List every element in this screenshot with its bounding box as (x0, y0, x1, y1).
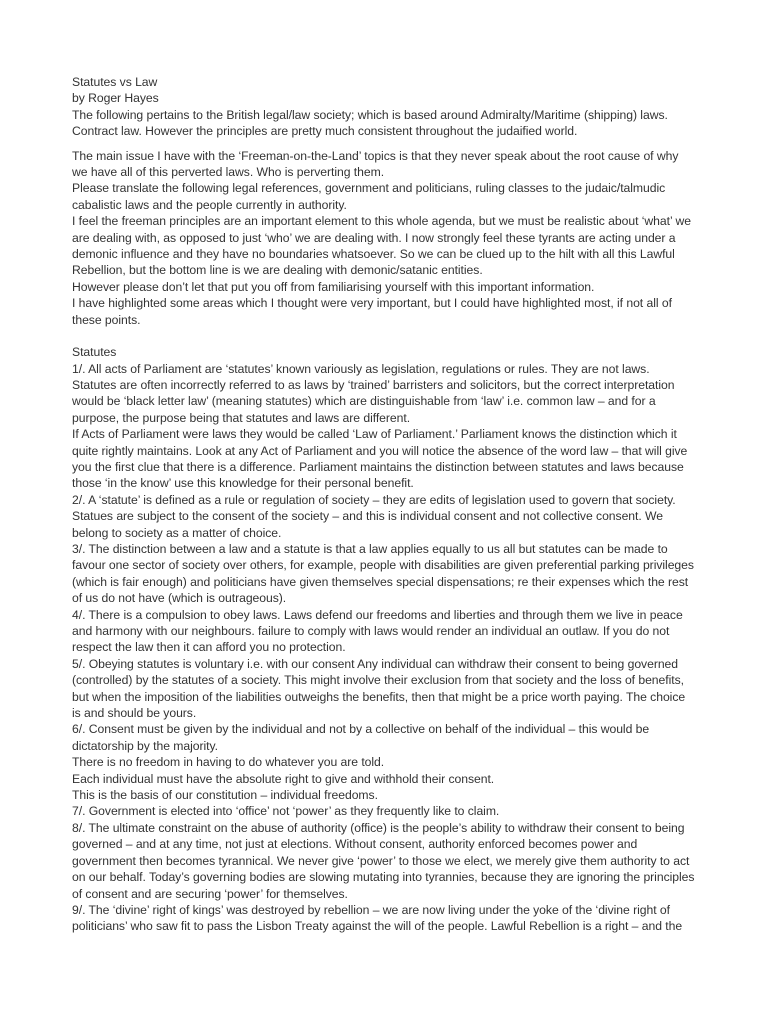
highlighted-paragraph: I have highlighted some areas which I thought were very important, but I could have highlighted most, if not all of these points. (72, 296, 672, 327)
freeman-paragraph: I feel the freeman principles are an important element to this whole agenda, but we must be realistic about ‘what’ we are dealing with, as opposed to just ‘who’ we are dealing with. I now strongly feel these tyrants are acting under a demonic influence and they have no boundaries whatsoever. So we can be clued up to the hilt with all this Lawful Rebellion, but the bottom line is we are dealing with demonic/satanic entities. (72, 214, 691, 278)
spacer (72, 140, 696, 148)
spacer (72, 328, 696, 344)
however-paragraph: However please don’t let that put you off from familiarising yourself with this important information. (72, 279, 595, 294)
statute-point-6: 6/. Consent must be given by the individual and not by a collective on behalf of the individual – this would be dictatorship by the majority. (72, 722, 650, 753)
statute-point-3: 3/. The distinction between a law and a statute is that a law applies equally to us all but statutes can be made to favour one sector of society over others, for example, people with disabilities are given preferential parking privileges (which is fair enough) and politicians have given themselves special dispensations; re their expenses which the rest of us do not have (which is outrageous). (72, 541, 694, 606)
main-issue-paragraph: The main issue I have with the ‘Freeman-on-the-Land’ topics is that they never speak about the root cause of why we have all of this perverted laws. Who is perverting them. (72, 148, 679, 180)
statute-point-8: 8/. The ultimate constraint on the abuse of authority (office) is the people’s ability to withdraw their consent to being governed – and at any time, not just at elections. Without consent, authority enforced becomes power and government then becomes tyrannical. We never give ‘power’ to those we elect, we merely give them authority to act on our behalf. Today’s governing bodies are slowing mutating into tyrannies, because they are ignoring the principles of consent and are securing ‘power’ for themselves. (72, 820, 695, 901)
statute-point-2: 2/. A ‘statute’ is defined as a rule or regulation of society – they are edits of legislation used to govern that society. Statues are subject to the consent of the society – and this is individual consent and not collective consent. We belong to society as a matter of choice. (72, 492, 676, 540)
statute-point-1: 1/. All acts of Parliament are ‘statutes’ known variously as legislation, regulations or rules. They are not laws. Statutes are often incorrectly referred to as laws by ‘trained’ barristers and solicitors, but the correct interpretation would be ‘black letter law’ (meaning statutes) which are distinguishable from ‘law’ i.e. common law – and for a purpose, the purpose being that statutes and laws are different. (72, 361, 675, 425)
statute-point-6-line-3: Each individual must have the absolute right to give and withhold their consent. (72, 771, 495, 786)
statutes-heading: Statutes (72, 345, 117, 360)
document-title: Statutes vs Law (72, 75, 158, 89)
statute-point-9: 9/. The ‘divine’ right of kings’ was destroyed by rebellion – we are now living under the yoke of the ‘divine right of politicians’ who saw fit to pass the Lisbon Treaty against the will of the people. Lawful Rebellion is a right – and the (72, 902, 683, 934)
document-page (72, 74, 696, 935)
translate-paragraph: Please translate the following legal references, government and politicians, ruling classes to the judaic/talmudic cabalistic laws and the people currently in authority. (72, 181, 666, 212)
statute-point-4: 4/. There is a compulsion to obey laws. Laws defend our freedoms and liberties and through them we live in peace and harmony with our neighbours. failure to comply with laws would render an individual an outlaw. If you do not respect the law then it can afford you no protection. (72, 607, 683, 655)
statute-point-6-line-4: This is the basis of our constitution – individual freedoms. (72, 788, 378, 803)
statute-point-1-continued: If Acts of Parliament were laws they would be called ‘Law of Parliament.’ Parliament knows the distinction which it quite rightly maintains. Look at any Act of Parliament and you will notice the absence of the word law – that will give you the first clue that there is a difference. Parliament maintains the distinction between statutes and laws because those ‘in the know’ use this knowledge for their personal benefit. (72, 427, 688, 491)
statute-point-7: 7/. Government is elected into ‘office’ not ‘power’ as they frequently like to claim. (72, 804, 500, 819)
statute-point-6-line-2: There is no freedom in having to do whatever you are told. (72, 755, 385, 770)
statute-point-5: 5/. Obeying statutes is voluntary i.e. with our consent Any individual can withdraw their consent to being governed (controlled) by the statutes of a society. This might involve their exclusion from that society and the loss of benefits, but when the imposition of the liabilities outweighs the benefits, then that might be a price worth paying. The choice is and should be yours. (72, 656, 686, 721)
document-author: by Roger Hayes (72, 91, 159, 106)
intro-paragraph: The following pertains to the British legal/law society; which is based around Admiralty/Maritime (shipping) laws. Contract law. However the principles are pretty much consistent throughout the judaified world. (72, 107, 668, 139)
